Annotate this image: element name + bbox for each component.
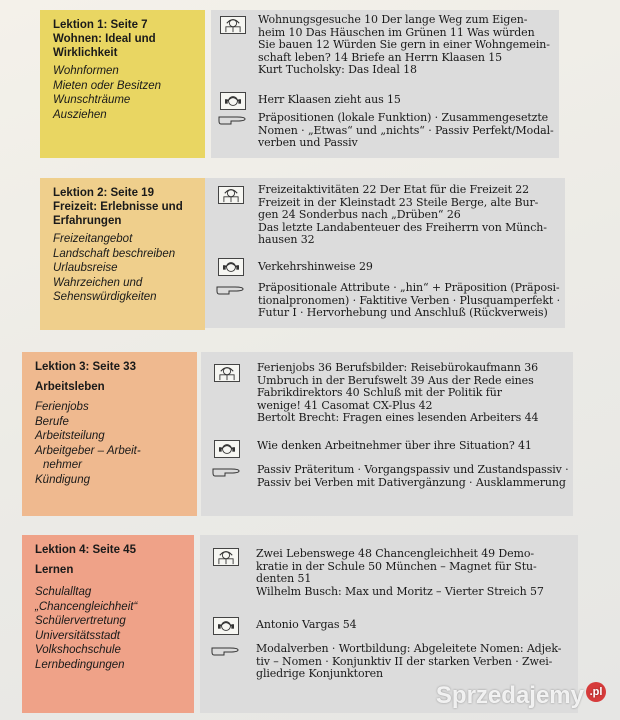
lesson-3-heading: Lektion 3: Seite 33 [35,361,136,373]
text-line: Wilhelm Busch: Max und Moritz – Vierter Streich 57 [256,584,544,598]
lesson-3-reading-texts [257,362,538,425]
text-line: Freizeitaktivitäten 22 Der Etat für die Freizeit 22 [258,183,530,196]
lesson-4-reading-texts [256,548,544,598]
lesson-1-heading: Lektion 1: Seite 7 [53,19,148,31]
lesson-1-grammar [258,112,554,150]
lesson-3-topic: Berufe [35,415,69,428]
pointing-hand-icon [217,113,247,125]
text-line: wenige! 41 Casomat CX-Plus 42 [257,398,433,412]
lesson-2-grammar [258,282,560,320]
text-line: Nomen · „Etwas“ und „nichts“ · Passiv Perfekt/Modal- [258,123,554,137]
text-line: Präpositionale Attribute · „hin“ + Präposition (Präposi- [258,281,560,294]
lesson-3-subject-line-1: Arbeitsleben [35,381,105,393]
lesson-4-topic: Schulalltag [35,586,92,598]
text-line: Kurt Tucholsky: Das Ideal 18 [258,63,417,76]
lesson-4-heading: Lektion 4: Seite 45 [35,544,136,556]
listening-figure-icon [213,617,239,635]
text-line: Freizeit in der Kleinstadt 23 Steile Berge, alte Bur- [258,195,539,209]
lesson-2-heading: Lektion 2: Seite 19 [53,187,154,199]
lesson-4-listening-texts [256,619,357,632]
lesson-1-listening-texts [258,94,401,107]
lesson-1-topic: Wunschträume [53,94,131,106]
listening-figure-icon [220,92,246,110]
reading-figure-icon [213,548,239,566]
text-line: Fabrikdirektors 40 Schluß mit der Politik für [257,386,502,399]
text-line: Das letzte Landabenteuer des Freiherrn von Münch- [258,220,547,234]
lesson-1-subject-line-1: Wohnen: Ideal und [53,33,156,45]
text-line: Wie denken Arbeitnehmer über ihre Situation? 41 [257,439,532,452]
text-line: tionalpronomen) · Faktitive Verben · Plusquamperfekt · [258,293,561,307]
lesson-3-topic: Ferienjobs [35,401,89,413]
lesson-1-overview [40,10,205,158]
lesson-3-grammar [257,464,569,489]
lesson-3-contents [201,352,573,516]
listening-figure-icon [214,440,240,458]
lesson-2-topic: Landschaft beschreiben [53,247,176,260]
lesson-4-topic: Volkshochschule [35,644,121,656]
pointing-hand-icon [215,283,245,295]
text-line: verben und Passiv [258,136,358,149]
lesson-1-contents [211,10,559,158]
text-line: kratie in der Schule 50 München – Magnet für Stu- [256,559,537,573]
text-line: Passiv bei Verben mit Dativergänzung · Ausklammerung [257,475,566,489]
text-line: Präpositionen (lokale Funktion) · Zusammengesetzte [258,111,549,124]
lesson-2-reading-texts [258,184,547,247]
text-line: Futur I · Hervorhebung und Anschluß (Rückverweis) [258,306,548,319]
text-line: Verkehrshinweise 29 [258,260,373,273]
lesson-1-topic: Wohnformen [53,65,119,77]
lesson-2-contents [205,178,565,328]
lesson-4-grammar [256,643,561,681]
lesson-1-topic: Ausziehen [53,108,107,121]
text-line: Bertolt Brecht: Fragen eines lesenden Arbeiters 44 [257,411,539,424]
lesson-2-subject-line-2: Erfahrungen [53,215,122,227]
lesson-3-listening-texts [257,440,532,453]
reading-figure-icon [220,16,246,34]
lesson-4-topic: Schülervertretung [35,615,126,627]
lesson-4-topic: Lernbedingungen [35,658,125,671]
text-line: heim 10 Das Häuschen im Grünen 11 Was würden [258,25,535,39]
lesson-3-overview [22,352,197,516]
reading-figure-icon [214,364,240,382]
lesson-2-overview [40,178,205,330]
text-line: denten 51 [256,572,312,585]
lesson-4-topic: Universitätsstadt [35,629,121,642]
text-line: Modalverben · Wortbildung: Abgeleitete Nomen: Adjek- [256,642,562,655]
text-line: Passiv Präteritum · Vorgangspassiv und Zustandspassiv · [257,463,569,476]
text-line: Antonio Vargas 54 [256,618,357,631]
text-line: hausen 32 [258,233,315,246]
text-line: Ferienjobs 36 Berufsbilder: Reisebürokaufmann 36 [257,361,539,374]
lesson-4-subject-line-1: Lernen [35,564,74,576]
text-line: Umbruch in der Berufswelt 39 Aus der Rede eines [257,373,534,387]
watermark-text: Sprzedajemy [435,682,584,709]
lesson-2-topic: Sehenswürdigkeiten [53,291,157,303]
lesson-3-topic: Arbeitgeber – Arbeit- [35,444,141,457]
text-line: Herr Klaasen zieht aus 15 [258,93,401,106]
text-line: Wohnungsgesuche 10 Der lange Weg zum Eigen- [258,13,528,26]
text-line: gliedrige Konjunktoren [256,667,384,680]
lesson-4-overview [22,535,194,713]
reading-figure-icon [218,186,244,204]
lesson-2-subject-line-1: Freizeit: Erlebnisse und [53,201,183,213]
text-line: schaft leben? 14 Briefe an Herrn Klaasen 15 [258,50,503,64]
lesson-2-topic: Wahrzeichen und [53,276,143,289]
lesson-4-topic: „Chancengleichheit“ [35,600,138,613]
lesson-2-topic: Freizeitangebot [53,233,133,245]
text-line: Sie bauen 12 Würden Sie gern in einer Wohngemein- [258,38,550,51]
text-line: tiv – Nomen · Konjunktiv II der starken Verben · Zwei- [256,654,553,668]
listening-figure-icon [218,258,244,276]
lesson-3-topic: Kündigung [35,473,90,486]
lesson-3-topic: Arbeitsteilung [35,430,105,442]
text-line: Zwei Lebenswege 48 Chancengleichheit 49 Demo- [256,547,534,560]
lesson-2-topic: Urlaubsreise [53,262,118,274]
lesson-1-subject-line-2: Wirklichkeit [53,47,118,59]
text-line: gen 24 Sonderbus nach „Drüben“ 26 [258,208,461,221]
lesson-2-listening-texts [258,261,373,274]
watermark-badge: .pl [586,682,606,702]
watermark [436,682,606,710]
pointing-hand-icon [211,465,241,477]
lesson-3-topic: nehmer [43,459,82,471]
lesson-1-reading-texts [258,14,550,77]
pointing-hand-icon [210,644,240,656]
lesson-1-topic: Mieten oder Besitzen [53,79,162,92]
